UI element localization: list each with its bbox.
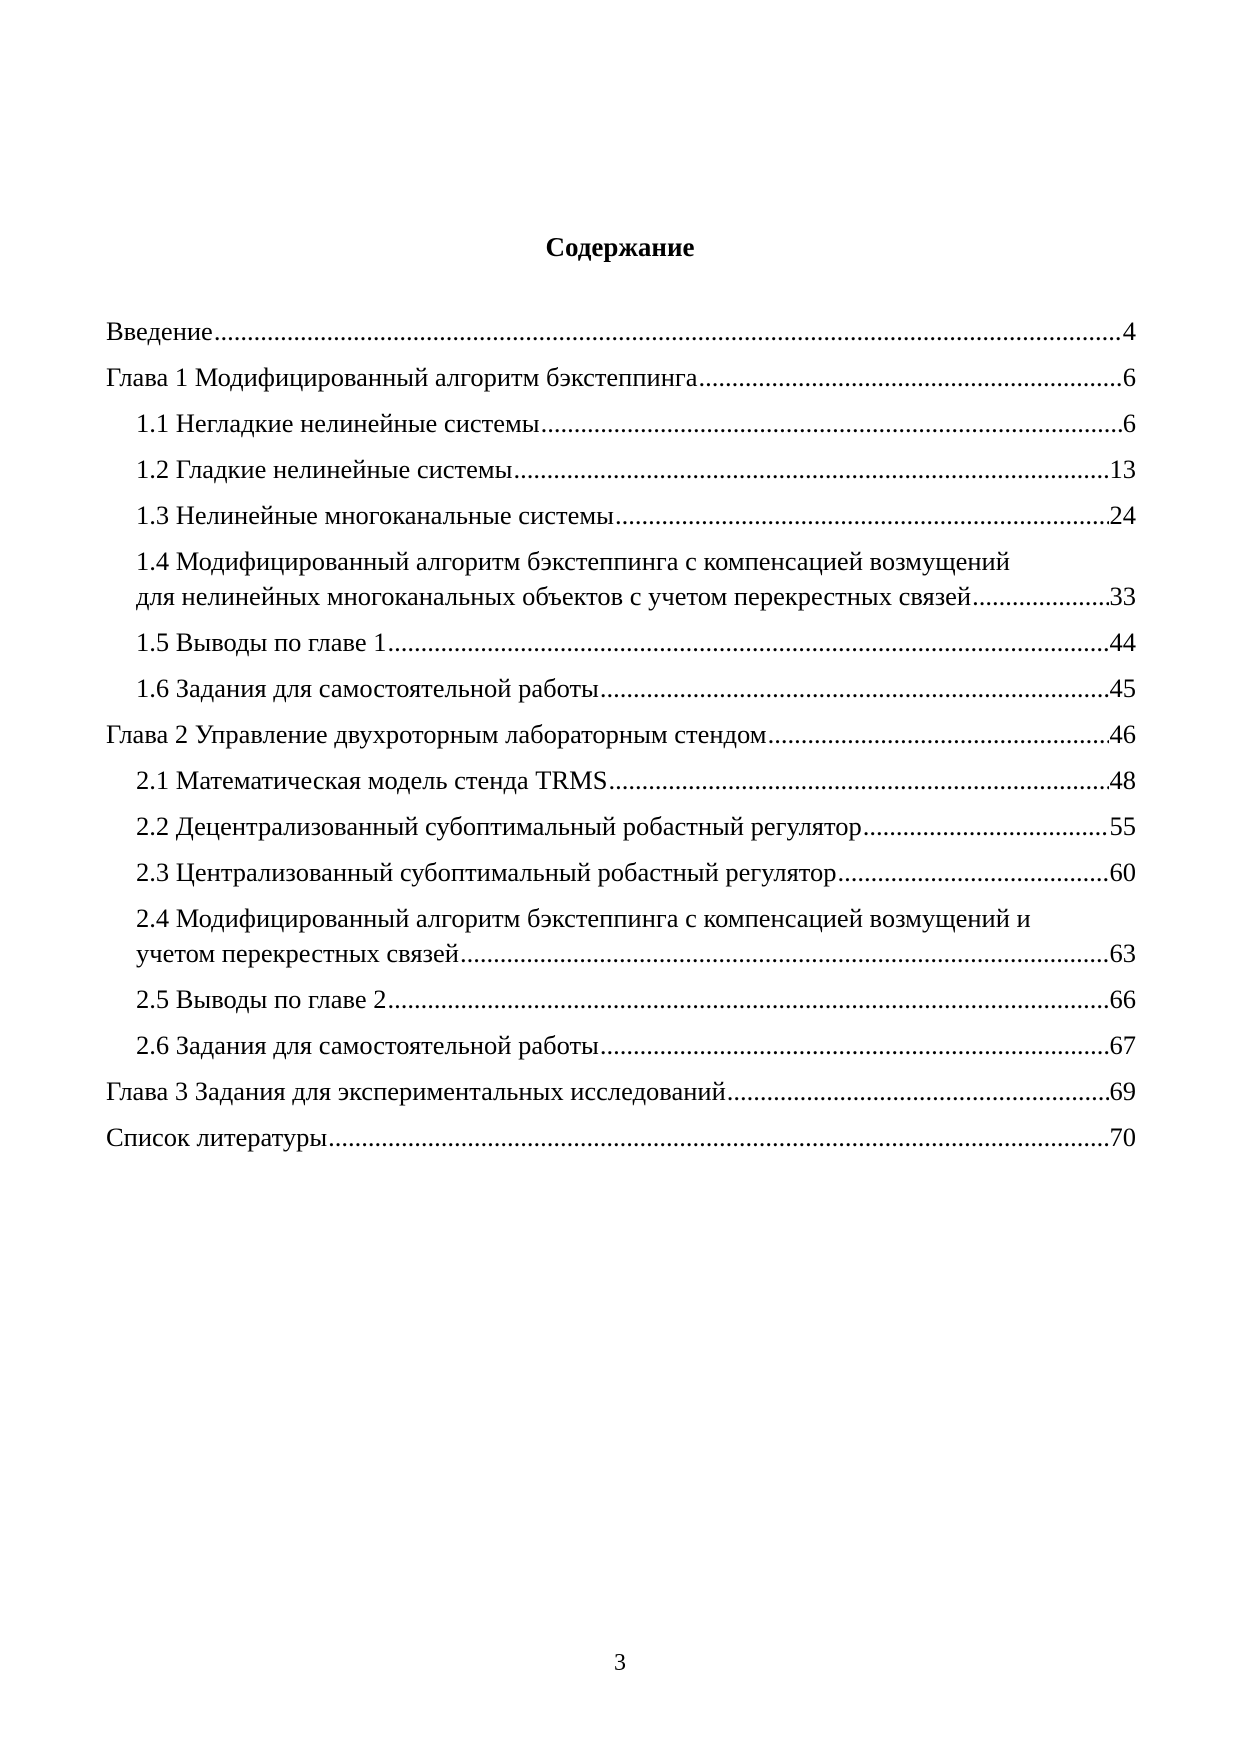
toc-entry-title: 2.1 Математическая модель стенда TRMS (136, 765, 608, 795)
toc-entry-section-1-2[interactable] (106, 452, 1136, 487)
toc-leader-dots (615, 498, 1109, 533)
toc-entry-title: 2.2 Децентрализованный субоптимальный робастный регулятор (136, 811, 862, 841)
toc-entry-section-2-2[interactable] (106, 809, 1136, 844)
toc-leader-dots (460, 936, 1109, 971)
toc-entry-section-1-5[interactable] (106, 625, 1136, 660)
toc-entry-title: 2.6 Задания для самостоятельной работы (136, 1030, 599, 1060)
toc-entry-title-line-1: 2.4 Модифицированный алгоритм бэкстеппинга с компенсацией возмущений и (136, 903, 1031, 933)
toc-entry-section-1-4[interactable] (106, 544, 1136, 614)
page-title: Содержание (545, 232, 695, 262)
toc-entry-title-line-2: для нелинейных многоканальных объектов с учетом перекрестных связей (136, 581, 972, 611)
toc-leader-dots (328, 1120, 1108, 1155)
toc-entry-page: 69 (1109, 1076, 1136, 1106)
toc-leader-dots (388, 625, 1109, 660)
toc-entry-section-2-6[interactable] (106, 1028, 1136, 1063)
toc-leader-dots (513, 452, 1108, 487)
page-number: 3 (614, 1650, 626, 1676)
toc-entry-page: 63 (1109, 938, 1136, 968)
toc-entry-section-1-1[interactable] (106, 406, 1136, 441)
toc-entry-page: 6 (1122, 362, 1136, 392)
toc-entry-page: 24 (1109, 500, 1136, 530)
toc-entry-page: 6 (1122, 408, 1136, 438)
toc-entry-title: 1.6 Задания для самостоятельной работы (136, 673, 599, 703)
toc-entry-title: 1.2 Гладкие нелинейные системы (136, 454, 513, 484)
toc-entry-chapter-1[interactable] (106, 360, 1136, 395)
toc-leader-dots (600, 1028, 1109, 1063)
toc-entry-title: 1.1 Негладкие нелинейные системы (136, 408, 540, 438)
toc-entry-page: 67 (1109, 1030, 1136, 1060)
toc-entry-page: 45 (1109, 673, 1136, 703)
toc-entry-page: 13 (1109, 454, 1136, 484)
toc-leader-dots (727, 1074, 1109, 1109)
toc-leader-dots (388, 982, 1109, 1017)
toc-entry-page: 55 (1109, 811, 1136, 841)
toc-entry-title: 1.3 Нелинейные многоканальные системы (136, 500, 614, 530)
toc-entry-chapter-2[interactable] (106, 717, 1136, 752)
toc-entry-section-2-1[interactable] (106, 763, 1136, 798)
toc-entry-title: 2.3 Централизованный субоптимальный робастный регулятор (136, 857, 837, 887)
toc-entry-section-1-3[interactable] (106, 498, 1136, 533)
toc-entry-page: 70 (1109, 1122, 1136, 1152)
toc-leader-dots (863, 809, 1109, 844)
toc-entry-section-1-6[interactable] (106, 671, 1136, 706)
toc-entry-section-2-5[interactable] (106, 982, 1136, 1017)
toc-leader-dots (972, 579, 1108, 614)
toc-entry-title-line-2: учетом перекрестных связей (136, 938, 459, 968)
toc-entry-references[interactable] (106, 1120, 1136, 1155)
toc-entry-page: 60 (1109, 857, 1136, 887)
toc-leader-dots (768, 717, 1109, 752)
toc-entry-title: 2.5 Выводы по главе 2 (136, 984, 387, 1014)
toc-entry-title: 1.5 Выводы по главе 1 (136, 627, 387, 657)
toc-entry-title: Введение (106, 316, 213, 346)
toc-entry-title: Глава 2 Управление двухроторным лабораторным стендом (106, 719, 767, 749)
toc-leader-dots (600, 671, 1109, 706)
toc-entry-page: 33 (1109, 581, 1136, 611)
toc-leader-dots (541, 406, 1122, 441)
toc-entry-introduction[interactable] (106, 314, 1136, 349)
toc-entry-section-2-4[interactable] (106, 901, 1136, 971)
toc-entry-page: 46 (1109, 719, 1136, 749)
toc-entry-title: Глава 1 Модифицированный алгоритм бэкстеппинга (106, 362, 698, 392)
toc-leader-dots (214, 314, 1122, 349)
toc-entry-title: Список литературы (106, 1122, 328, 1152)
toc-entry-section-2-3[interactable] (106, 855, 1136, 890)
toc-entry-title: Глава 3 Задания для экспериментальных исследований (106, 1076, 726, 1106)
table-of-contents (106, 314, 1136, 1166)
toc-entry-page: 44 (1109, 627, 1136, 657)
toc-leader-dots (838, 855, 1109, 890)
toc-entry-chapter-3[interactable] (106, 1074, 1136, 1109)
toc-entry-page: 48 (1109, 765, 1136, 795)
toc-leader-dots (699, 360, 1122, 395)
toc-leader-dots (608, 763, 1108, 798)
toc-entry-page: 66 (1109, 984, 1136, 1014)
toc-entry-page: 4 (1122, 316, 1136, 346)
toc-entry-title-line-1: 1.4 Модифицированный алгоритм бэкстеппинга с компенсацией возмущений (136, 546, 1010, 576)
